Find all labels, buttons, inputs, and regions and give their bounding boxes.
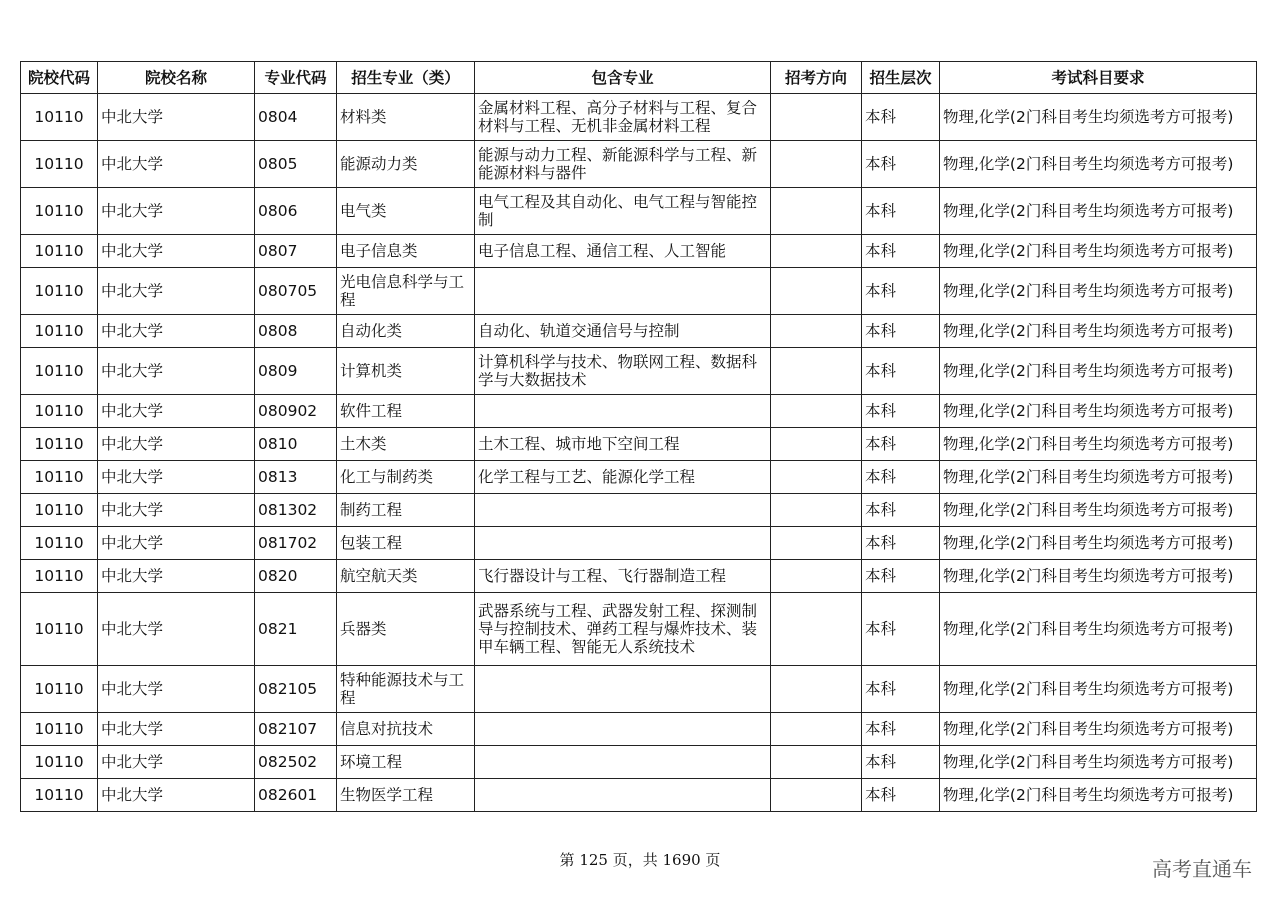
cell-includes: 金属材料工程、高分子材料与工程、复合材料与工程、无机非金属材料工程 [475,94,771,141]
cell-level: 本科 [862,746,940,779]
cell-school-code: 10110 [21,235,98,268]
cell-major: 制药工程 [337,494,475,527]
table-row [21,268,1257,315]
cell-school-code: 10110 [21,713,98,746]
cell-direction [771,188,862,235]
cell-school-code: 10110 [21,348,98,395]
cell-level: 本科 [862,527,940,560]
cell-school-name: 中北大学 [98,461,255,494]
cell-school-code: 10110 [21,315,98,348]
cell-level: 本科 [862,141,940,188]
admissions-table [20,61,1257,812]
cell-major: 航空航天类 [337,560,475,593]
cell-school-name: 中北大学 [98,560,255,593]
cell-direction [771,348,862,395]
cell-level: 本科 [862,494,940,527]
cell-major-code: 0805 [255,141,337,188]
cell-school-code: 10110 [21,461,98,494]
cell-school-name: 中北大学 [98,666,255,713]
cell-level: 本科 [862,348,940,395]
cell-major-code: 081702 [255,527,337,560]
cell-requirement: 物理,化学(2门科目考生均须选考方可报考) [940,461,1257,494]
cell-major: 化工与制药类 [337,461,475,494]
cell-includes: 电气工程及其自动化、电气工程与智能控制 [475,188,771,235]
table-row [21,395,1257,428]
cell-school-name: 中北大学 [98,395,255,428]
cell-school-name: 中北大学 [98,94,255,141]
header-direction: 招考方向 [771,62,862,94]
watermark-text: 高考直通车 [1152,857,1252,881]
cell-direction [771,315,862,348]
cell-school-code: 10110 [21,188,98,235]
cell-includes [475,779,771,812]
cell-level: 本科 [862,235,940,268]
cell-includes: 土木工程、城市地下空间工程 [475,428,771,461]
table-row [21,141,1257,188]
cell-direction [771,395,862,428]
cell-major-code: 0808 [255,315,337,348]
cell-major-code: 082601 [255,779,337,812]
table-row [21,188,1257,235]
cell-school-name: 中北大学 [98,494,255,527]
cell-level: 本科 [862,713,940,746]
cell-major: 电子信息类 [337,235,475,268]
table-row [21,560,1257,593]
cell-major-code: 0809 [255,348,337,395]
table-row [21,94,1257,141]
cell-requirement: 物理,化学(2门科目考生均须选考方可报考) [940,188,1257,235]
header-major: 招生专业（类） [337,62,475,94]
cell-school-name: 中北大学 [98,188,255,235]
cell-major-code: 080902 [255,395,337,428]
cell-major: 信息对抗技术 [337,713,475,746]
cell-includes: 电子信息工程、通信工程、人工智能 [475,235,771,268]
cell-requirement: 物理,化学(2门科目考生均须选考方可报考) [940,494,1257,527]
cell-direction [771,560,862,593]
cell-school-name: 中北大学 [98,268,255,315]
cell-level: 本科 [862,395,940,428]
cell-level: 本科 [862,188,940,235]
cell-school-code: 10110 [21,560,98,593]
cell-major-code: 0821 [255,593,337,666]
cell-major: 能源动力类 [337,141,475,188]
cell-major: 材料类 [337,94,475,141]
cell-major-code: 0806 [255,188,337,235]
cell-requirement: 物理,化学(2门科目考生均须选考方可报考) [940,141,1257,188]
header-includes: 包含专业 [475,62,771,94]
cell-school-name: 中北大学 [98,713,255,746]
cell-level: 本科 [862,666,940,713]
header-school-name: 院校名称 [98,62,255,94]
cell-school-name: 中北大学 [98,235,255,268]
cell-major: 自动化类 [337,315,475,348]
cell-requirement: 物理,化学(2门科目考生均须选考方可报考) [940,315,1257,348]
cell-major: 电气类 [337,188,475,235]
cell-direction [771,779,862,812]
cell-requirement: 物理,化学(2门科目考生均须选考方可报考) [940,746,1257,779]
cell-requirement: 物理,化学(2门科目考生均须选考方可报考) [940,779,1257,812]
cell-school-name: 中北大学 [98,779,255,812]
cell-school-name: 中北大学 [98,428,255,461]
cell-includes: 飞行器设计与工程、飞行器制造工程 [475,560,771,593]
cell-direction [771,235,862,268]
cell-requirement: 物理,化学(2门科目考生均须选考方可报考) [940,713,1257,746]
cell-direction [771,713,862,746]
cell-requirement: 物理,化学(2门科目考生均须选考方可报考) [940,527,1257,560]
cell-direction [771,527,862,560]
cell-level: 本科 [862,94,940,141]
cell-requirement: 物理,化学(2门科目考生均须选考方可报考) [940,348,1257,395]
cell-direction [771,746,862,779]
cell-major-code: 0804 [255,94,337,141]
cell-requirement: 物理,化学(2门科目考生均须选考方可报考) [940,428,1257,461]
cell-direction [771,593,862,666]
cell-school-name: 中北大学 [98,593,255,666]
table-row [21,461,1257,494]
cell-direction [771,94,862,141]
cell-school-name: 中北大学 [98,348,255,395]
cell-direction [771,494,862,527]
cell-level: 本科 [862,461,940,494]
cell-school-code: 10110 [21,746,98,779]
cell-school-code: 10110 [21,141,98,188]
cell-major-code: 082107 [255,713,337,746]
cell-school-name: 中北大学 [98,746,255,779]
cell-includes: 能源与动力工程、新能源科学与工程、新能源材料与器件 [475,141,771,188]
cell-includes [475,395,771,428]
cell-requirement: 物理,化学(2门科目考生均须选考方可报考) [940,94,1257,141]
page-number: 第 125 页，共 1690 页 [559,851,721,869]
cell-direction [771,141,862,188]
cell-school-code: 10110 [21,395,98,428]
cell-level: 本科 [862,268,940,315]
cell-major: 兵器类 [337,593,475,666]
cell-school-code: 10110 [21,666,98,713]
cell-includes: 武器系统与工程、武器发射工程、探测制导与控制技术、弹药工程与爆炸技术、装甲车辆工程、智能无人系统技术 [475,593,771,666]
cell-level: 本科 [862,593,940,666]
cell-major-code: 0807 [255,235,337,268]
cell-direction [771,666,862,713]
cell-school-code: 10110 [21,527,98,560]
cell-major: 环境工程 [337,746,475,779]
cell-includes [475,527,771,560]
cell-school-name: 中北大学 [98,141,255,188]
header-school-code: 院校代码 [21,62,98,94]
header-level: 招生层次 [862,62,940,94]
cell-school-code: 10110 [21,428,98,461]
cell-includes [475,713,771,746]
cell-school-code: 10110 [21,779,98,812]
cell-school-code: 10110 [21,494,98,527]
cell-direction [771,428,862,461]
cell-major-code: 082502 [255,746,337,779]
cell-major-code: 081302 [255,494,337,527]
cell-includes: 自动化、轨道交通信号与控制 [475,315,771,348]
table-row [21,666,1257,713]
cell-level: 本科 [862,779,940,812]
table-row [21,713,1257,746]
cell-major-code: 080705 [255,268,337,315]
cell-direction [771,268,862,315]
table-row [21,746,1257,779]
table-row [21,235,1257,268]
cell-includes: 计算机科学与技术、物联网工程、数据科学与大数据技术 [475,348,771,395]
cell-school-name: 中北大学 [98,527,255,560]
cell-major: 光电信息科学与工程 [337,268,475,315]
cell-includes [475,268,771,315]
cell-requirement: 物理,化学(2门科目考生均须选考方可报考) [940,395,1257,428]
cell-level: 本科 [862,560,940,593]
cell-requirement: 物理,化学(2门科目考生均须选考方可报考) [940,560,1257,593]
table-row [21,348,1257,395]
cell-major: 特种能源技术与工程 [337,666,475,713]
cell-major-code: 0810 [255,428,337,461]
cell-school-code: 10110 [21,593,98,666]
cell-level: 本科 [862,428,940,461]
header-major-code: 专业代码 [255,62,337,94]
cell-requirement: 物理,化学(2门科目考生均须选考方可报考) [940,593,1257,666]
cell-major: 生物医学工程 [337,779,475,812]
table-row [21,428,1257,461]
cell-major: 计算机类 [337,348,475,395]
cell-includes [475,746,771,779]
table-row [21,779,1257,812]
cell-major: 包装工程 [337,527,475,560]
cell-requirement: 物理,化学(2门科目考生均须选考方可报考) [940,235,1257,268]
table-row [21,315,1257,348]
cell-major-code: 0813 [255,461,337,494]
cell-requirement: 物理,化学(2门科目考生均须选考方可报考) [940,268,1257,315]
table-row [21,593,1257,666]
header-requirement: 考试科目要求 [940,62,1257,94]
cell-major-code: 0820 [255,560,337,593]
cell-includes [475,494,771,527]
cell-school-code: 10110 [21,268,98,315]
cell-major: 土木类 [337,428,475,461]
cell-level: 本科 [862,315,940,348]
cell-includes: 化学工程与工艺、能源化学工程 [475,461,771,494]
table-row [21,494,1257,527]
cell-major: 软件工程 [337,395,475,428]
cell-major-code: 082105 [255,666,337,713]
table-header-row [21,62,1257,94]
cell-requirement: 物理,化学(2门科目考生均须选考方可报考) [940,666,1257,713]
cell-direction [771,461,862,494]
cell-school-name: 中北大学 [98,315,255,348]
table-row [21,527,1257,560]
cell-school-code: 10110 [21,94,98,141]
cell-includes [475,666,771,713]
